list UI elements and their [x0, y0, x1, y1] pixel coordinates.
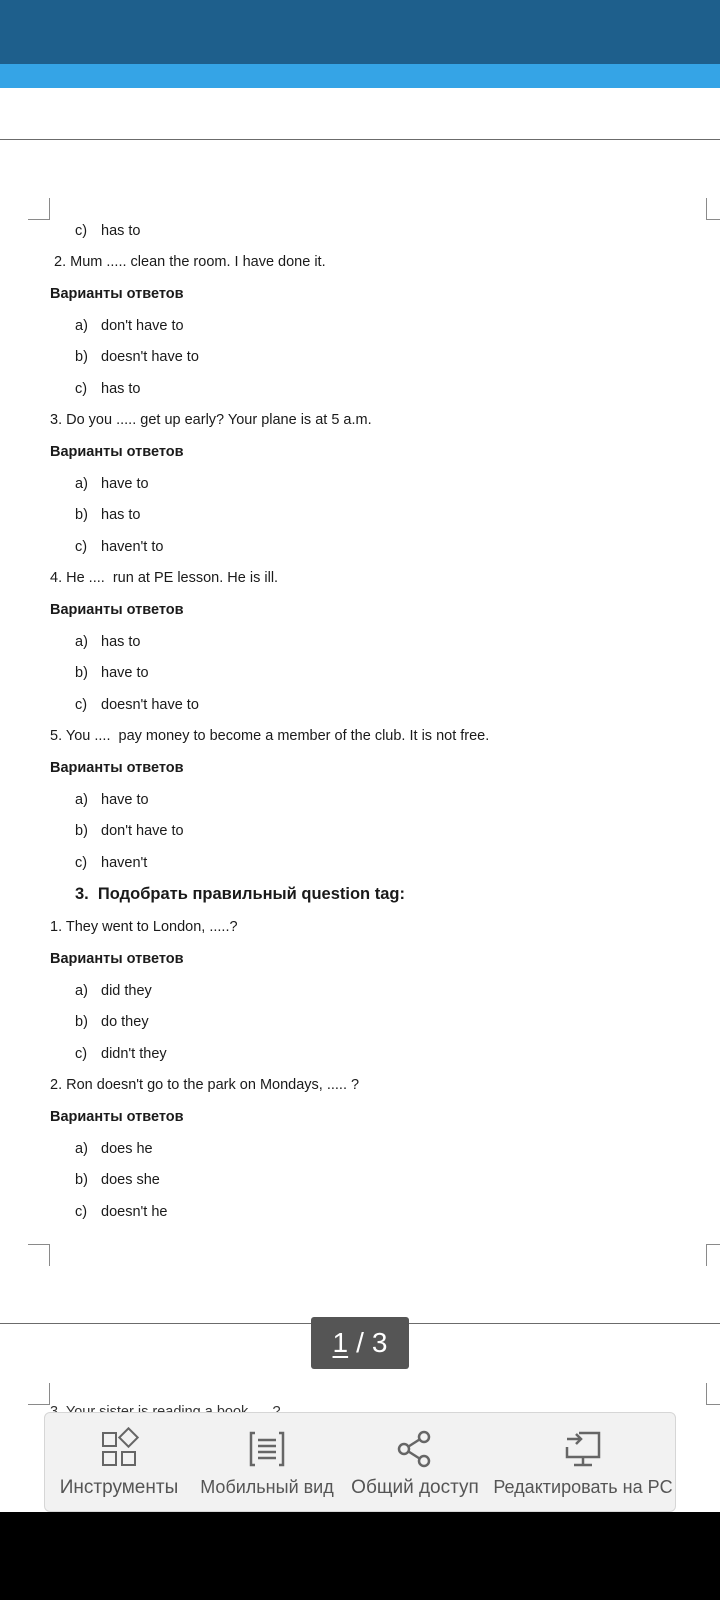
option-letter: b): [75, 823, 88, 839]
answers-heading: Варианты ответов: [50, 760, 184, 776]
page-separator: /: [356, 1327, 364, 1358]
share-label: Общий доступ: [351, 1477, 479, 1498]
option-letter: b): [75, 507, 88, 523]
option-text: don't have to: [101, 823, 184, 839]
option-text: haven't: [101, 855, 148, 871]
option-text: has to: [101, 381, 141, 397]
option-letter: c): [75, 223, 88, 239]
answers-heading: Варианты ответов: [50, 1109, 184, 1125]
answer-option: [75, 348, 199, 366]
option-text: does she: [101, 1172, 160, 1188]
option-letter: a): [75, 983, 88, 999]
tools-grid-icon: [97, 1427, 141, 1471]
answer-option: [75, 475, 149, 493]
option-text: do they: [101, 1014, 149, 1030]
option-letter: a): [75, 318, 88, 334]
monitor-icon: [561, 1427, 605, 1471]
answer-option: [75, 1171, 160, 1189]
answer-option: [75, 380, 141, 398]
option-letter: a): [75, 792, 88, 808]
answer-option: [75, 633, 141, 651]
question-text: 2. Mum ..... clean the room. I have done it.: [54, 254, 326, 270]
answer-option: [75, 982, 152, 1000]
option-text: doesn't he: [101, 1204, 168, 1220]
option-letter: a): [75, 634, 88, 650]
option-letter: c): [75, 539, 88, 555]
option-text: haven't to: [101, 539, 164, 555]
page-corner-mark: [706, 198, 720, 220]
app-accent-bar: [0, 64, 720, 88]
option-text: does he: [101, 1141, 153, 1157]
question-text: 1. They went to London, .....?: [50, 919, 238, 935]
option-letter: b): [75, 1172, 88, 1188]
answer-option: [75, 854, 147, 872]
page-corner-mark: [706, 1244, 720, 1266]
option-letter: c): [75, 855, 88, 871]
option-letter: c): [75, 1046, 88, 1062]
answer-option: [75, 317, 184, 335]
option-letter: b): [75, 349, 88, 365]
option-text: didn't they: [101, 1046, 167, 1062]
app-header-bar: [0, 0, 720, 64]
option-text: don't have to: [101, 318, 184, 334]
page-corner-mark: [28, 198, 50, 220]
edit-on-pc-button[interactable]: [489, 1413, 677, 1513]
option-letter: b): [75, 1014, 88, 1030]
question-text: 3. Do you ..... get up early? Your plane is at 5 a.m.: [50, 412, 372, 428]
share-icon: [393, 1427, 437, 1471]
option-text: has to: [101, 223, 141, 239]
answers-heading: Варианты ответов: [50, 951, 184, 967]
mobile-view-button[interactable]: [193, 1413, 341, 1513]
question-text: 4. He .... run at PE lesson. He is ill.: [50, 570, 279, 586]
answers-heading: Варианты ответов: [50, 286, 184, 302]
page-divider-top: [0, 139, 720, 140]
option-text: has to: [101, 634, 141, 650]
answer-option: [75, 506, 141, 524]
option-text: have to: [101, 476, 149, 492]
option-text: has to: [101, 507, 141, 523]
answer-option: [75, 1045, 167, 1063]
option-text: doesn't have to: [101, 697, 199, 713]
option-text: doesn't have to: [101, 349, 199, 365]
answer-option: [75, 822, 184, 840]
answer-option: [75, 1140, 153, 1158]
tools-label: Инструменты: [59, 1477, 179, 1498]
answer-option: [75, 538, 163, 556]
option-letter: a): [75, 476, 88, 492]
page-corner-mark: [28, 1244, 50, 1266]
answer-option: [75, 1203, 167, 1221]
page-corner-mark: [706, 1383, 720, 1405]
page-corner-mark: [28, 1383, 50, 1405]
answer-option: [75, 222, 141, 240]
option-text: have to: [101, 792, 149, 808]
page-total: 3: [371, 1327, 388, 1358]
option-letter: c): [75, 381, 88, 397]
page-current: 1: [332, 1327, 349, 1358]
option-letter: b): [75, 665, 88, 681]
mobile-view-icon: [245, 1427, 289, 1471]
answer-option: [75, 1013, 149, 1031]
option-letter: c): [75, 697, 88, 713]
answer-option: [75, 664, 149, 682]
question-text: 2. Ron doesn't go to the park on Mondays, ..... ?: [50, 1077, 360, 1093]
share-button[interactable]: [341, 1413, 489, 1513]
bottom-toolbar: [44, 1412, 676, 1512]
option-text: have to: [101, 665, 149, 681]
mobile-view-label: Мобильный вид: [200, 1477, 334, 1497]
option-letter: a): [75, 1141, 88, 1157]
question-text: 5. You .... pay money to become a member of the club. It is not free.: [50, 728, 490, 744]
edit-on-pc-label: Редактировать на PC: [493, 1477, 673, 1497]
tools-button[interactable]: [45, 1413, 193, 1513]
section-heading: 3. Подобрать правильный question tag:: [75, 885, 405, 903]
answer-option: [75, 791, 149, 809]
option-letter: c): [75, 1204, 88, 1220]
answer-option: [75, 696, 199, 714]
answers-heading: Варианты ответов: [50, 444, 184, 460]
answers-heading: Варианты ответов: [50, 602, 184, 618]
option-text: did they: [101, 983, 152, 999]
page-counter: [311, 1317, 409, 1369]
system-navigation-bar: [0, 1512, 720, 1600]
